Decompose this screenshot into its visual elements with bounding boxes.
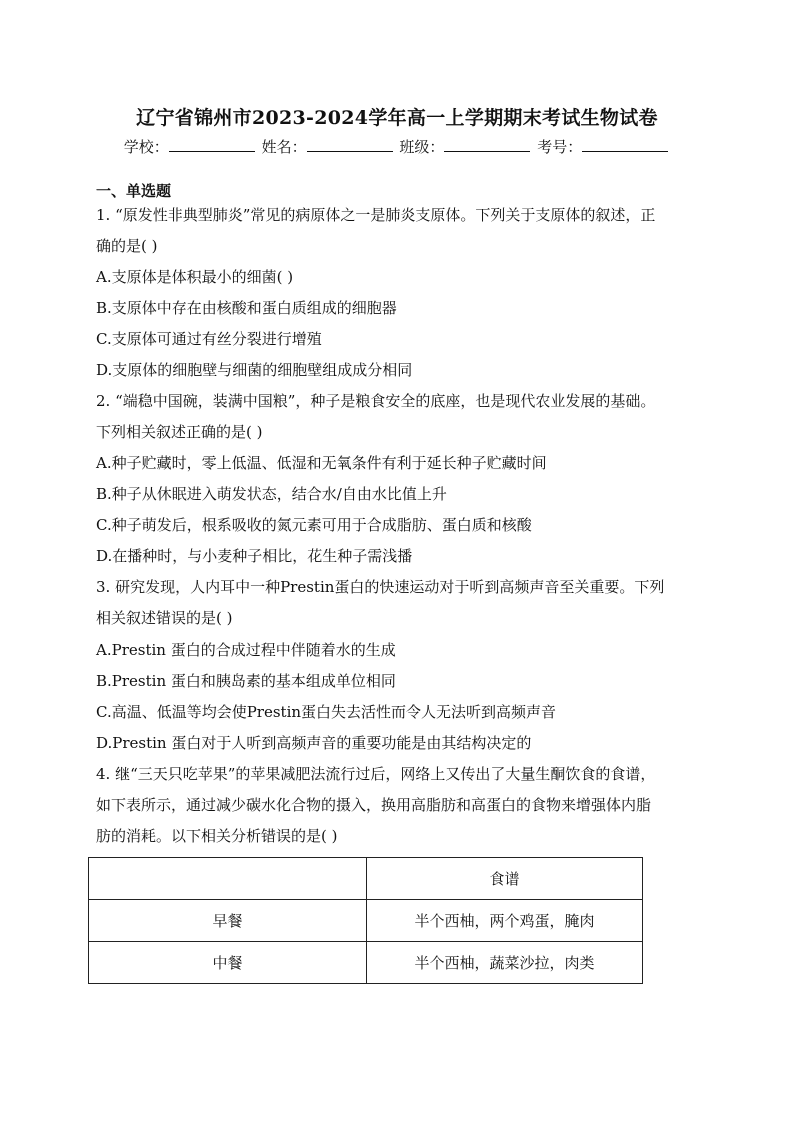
question-1-option-d: D.支原体的细胞壁与细菌的细胞壁组成成分相同 [96, 361, 413, 379]
question-1-stem-line-1: 1. “原发性非典型肺炎”常见的病原体之一是肺炎支原体。下列关于支原体的叙述，正 [96, 206, 656, 224]
table-header-cell-recipe: 食谱 [367, 858, 643, 900]
question-2-option-b: B.种子从休眠进入萌发状态，结合水/自由水比值上升 [96, 485, 447, 503]
exam-number-label: 考号： [537, 138, 583, 156]
question-2-stem-line-1: 2. “端稳中国碗，装满中国粮”，种子是粮食安全的底座，也是现代农业发展的基础。 [96, 392, 656, 410]
table-row [89, 942, 643, 984]
section-heading: 一、单选题 [96, 182, 172, 200]
table-header-cell-empty [89, 858, 367, 900]
question-1-option-a: A.支原体是体积最小的细菌( ) [96, 268, 294, 286]
name-label: 姓名： [261, 138, 307, 156]
question-4-stem-line-2: 如下表所示，通过减少碳水化合物的摄入，换用高脂肪和高蛋白的食物来增强体内脂 [96, 796, 652, 814]
exam-number-blank [582, 137, 668, 152]
question-1-stem-line-2: 确的是( ) [96, 237, 158, 255]
question-3-stem-line-2: 相关叙述错误的是( ) [96, 609, 233, 627]
question-4-stem-line-1: 4. 继“三天只吃苹果”的苹果减肥法流行过后，网络上又传出了大量生酮饮食的食谱， [96, 765, 656, 783]
question-4-stem-line-3: 肪的消耗。以下相关分析错误的是( ) [96, 827, 338, 845]
name-blank [307, 137, 393, 152]
school-label: 学校： [123, 138, 169, 156]
question-2-stem-line-2: 下列相关叙述正确的是( ) [96, 423, 263, 441]
table-row [89, 900, 643, 942]
question-1-option-c: C.支原体可通过有丝分裂进行增殖 [96, 330, 322, 348]
class-blank [444, 137, 530, 152]
table-cell-recipe: 半个西柚，蔬菜沙拉，肉类 [367, 942, 643, 984]
table-cell-meal: 中餐 [89, 942, 367, 984]
question-3-option-b: B.Prestin 蛋白和胰岛素的基本组成单位相同 [96, 672, 396, 690]
table-cell-recipe: 半个西柚，两个鸡蛋，腌肉 [367, 900, 643, 942]
school-blank [169, 137, 255, 152]
question-2-option-a: A.种子贮藏时，零上低温、低湿和无氧条件有利于延长种子贮藏时间 [96, 454, 547, 472]
question-1-option-b: B.支原体中存在由核酸和蛋白质组成的细胞器 [96, 299, 397, 317]
question-2-option-d: D.在播种时，与小麦种子相比，花生种子需浅播 [96, 547, 413, 565]
question-3-stem-line-1: 3. 研究发现，人内耳中一种Prestin蛋白的快速运动对于听到高频声音至关重要。下列 [96, 578, 665, 596]
question-3-option-a: A.Prestin 蛋白的合成过程中伴随着水的生成 [96, 641, 396, 659]
table-cell-meal: 早餐 [89, 900, 367, 942]
table-header-row [89, 858, 643, 900]
page-title: 辽宁省锦州市2023-2024学年高一上学期期末考试生物试卷 [136, 107, 658, 129]
question-2-option-c: C.种子萌发后，根系吸收的氮元素可用于合成脂肪、蛋白质和核酸 [96, 516, 532, 534]
class-label: 班级： [399, 138, 445, 156]
recipe-table [88, 857, 643, 984]
question-3-option-c: C.高温、低温等均会使Prestin蛋白失去活性而令人无法听到高频声音 [96, 703, 557, 721]
question-3-option-d: D.Prestin 蛋白对于人听到高频声音的重要功能是由其结构决定的 [96, 734, 532, 752]
student-info-line [0, 136, 794, 157]
